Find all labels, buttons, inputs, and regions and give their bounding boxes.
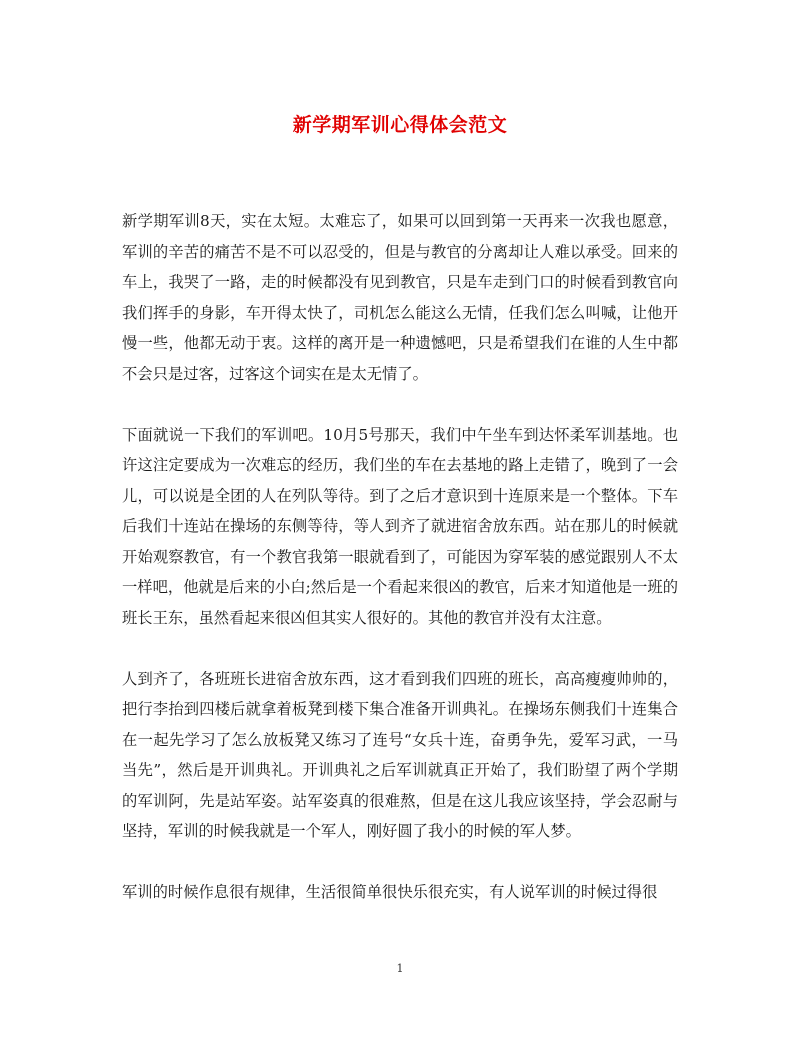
paragraph-2: 下面就说一下我们的军训吧。10月5号那天，我们中午坐车到达怀柔军训基地。也许这注定要成为一次难忘的经历，我们坐的车在去基地的路上走错了，晚到了一会儿，可以说是全团的人在列队等待。到了之后才意识到十连原来是一个整体。下车后我们十连站在操场的东侧等待，等人到齐了就进宿舍放东西。站在那儿的时候就开始观察教官，有一个教官我第一眼就看到了，可能因为穿军装的感觉跟别人不太一样吧，他就是后来的小白;然后是一个看起来很凶的教官，后来才知道他是一班的班长王东，虽然看起来很凶但其实人很好的。其他的教官并没有太注意。 [122, 425, 678, 627]
paragraph-1: 新学期军训8天，实在太短。太难忘了，如果可以回到第一天再来一次我也愿意，军训的辛苦的痛苦不是不可以忍受的，但是与教官的分离却让人难以承受。回来的车上，我哭了一路，走的时候都没有见到教官，只是车走到门口的时候看到教官向我们挥手的身影，车开得太快了，司机怎么能这么无情，任我们怎么叫喊，让他开慢一些，他都无动于衷。这样的离开是一种遗憾吧，只是希望我们在谁的人生中都不会只是过客，过客这个词实在是太无情了。 [122, 212, 678, 383]
page-number: 1 [396, 962, 404, 975]
paragraph-4: 军训的时候作息很有规律，生活很简单很快乐很充实，有人说军训的时候过得很 [122, 883, 658, 901]
paragraph-3: 人到齐了，各班班长进宿舍放东西，这才看到我们四班的班长，高高瘦瘦帅帅的，把行李抬到四楼后就拿着板凳到楼下集合准备开训典礼。在操场东侧我们十连集合在一起先学习了怎么放板凳又练习了连号“女兵十连，奋勇争先，爱军习武，一马当先”，然后是开训典礼。开训典礼之后军训就真正开始了，我们盼望了两个学期的军训阿，先是站军姿。站军姿真的很难熬，但是在这儿我应该坚持，学会忍耐与坚持，军训的时候我就是一个军人，刚好圆了我小的时候的军人梦。 [122, 669, 678, 840]
document-body [122, 206, 678, 908]
document-title: 新学期军训心得体会范文 [292, 114, 508, 136]
